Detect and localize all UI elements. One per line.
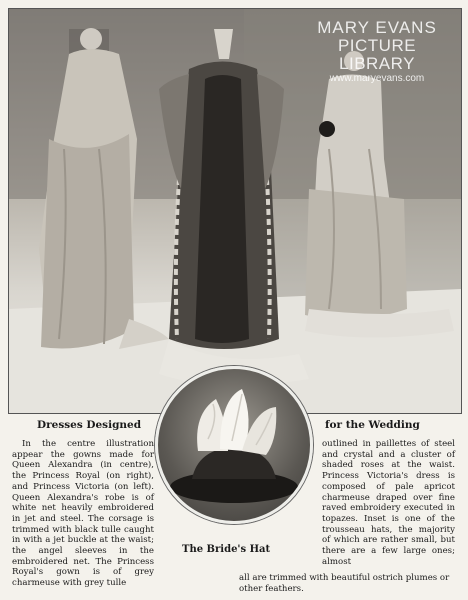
article-paragraph-1: In the centre illustration appear the gowns made for Queen Alexandra (in centre), the Princess Royal (on right), and Princess Victoria (on left). Queen Alexandra's robe is of white net heavily embroidered in jet and steel. The corsage is trimmed with black tulle caught in with a jet buckle at the waist; the angel sleeves in the embroidered net. The Princess Royal's gown is of grey charmeuse with grey tulle	[12, 439, 154, 589]
brides-hat-inset	[155, 366, 313, 524]
article-column-2	[322, 439, 455, 567]
watermark-line1: MARY EVANS	[317, 18, 437, 37]
article-tail: all are trimmed with beautiful ostrich plumes or other feathers.	[239, 573, 450, 594]
hat-illustration	[158, 369, 310, 521]
inset-caption: The Bride's Hat	[182, 544, 271, 555]
watermark	[301, 19, 453, 85]
heading-right: for the Wedding	[325, 419, 420, 431]
gowns-photograph	[8, 8, 462, 414]
heading-left: Dresses Designed	[37, 419, 142, 431]
article-paragraph-2: outlined in paillettes of steel and crystal and a cluster of shaded roses at the waist. Princess Victoria's dress is composed of pale apricot charmeuse draped over fine raved embroidery executed in topazes. Inset is one of the trousseau hats, the majority of which are rather small, but there are a few large ones; almost	[322, 439, 455, 567]
watermark-url: www.maryevans.com	[329, 73, 425, 84]
article-column-1	[12, 439, 154, 589]
watermark-line2: PICTURE LIBRARY	[337, 36, 417, 73]
